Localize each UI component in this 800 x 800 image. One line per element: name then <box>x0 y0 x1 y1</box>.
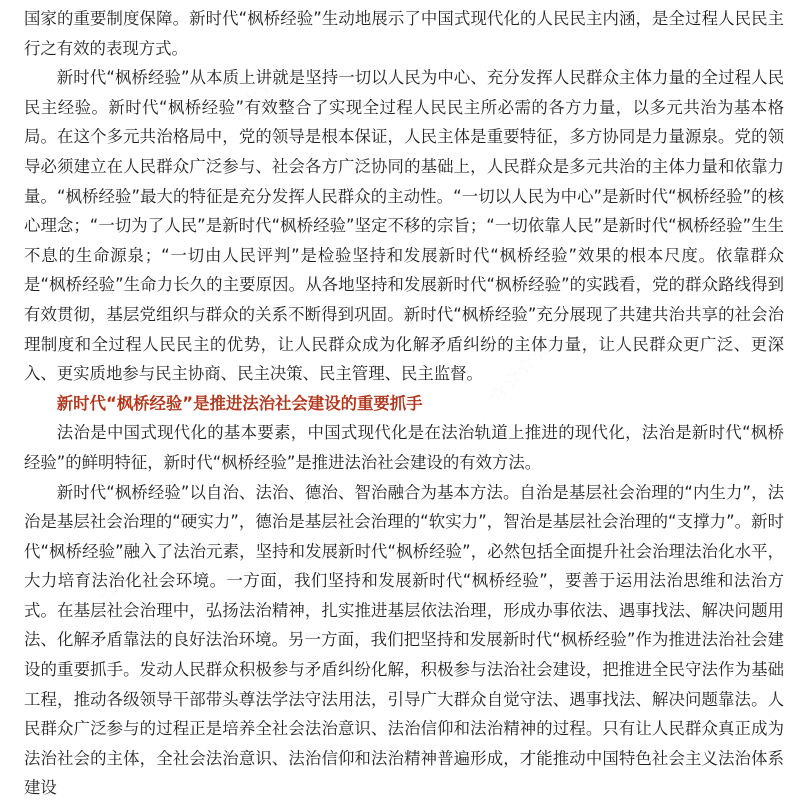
paragraph-four-governance: 新时代“枫桥经验”以自治、法治、德治、智治融合为基本方法。自治是基层社会治理的“内生力”，法治是基层社会治理的“硬实力”，德治是基层社会治理的“软实力”，智治是基层社会治理的“支撑力”。新时代“枫桥经验”融入了法治元素，坚持和发展新时代“枫桥经验”，必然包括全面提升社会治理法治化水平，大力培育法治化社会环境。一方面，我们坚持和发展新时代“枫桥经验”，要善于运用法治思维和法治方式。在基层社会治理中，弘扬法治精神，扎实推进基层依法治理，形成办事依法、遇事找法、解决问题用法、化解矛盾靠法的良好法治环境。另一方面，我们把坚持和发展新时代“枫桥经验”作为推进法治社会建设的重要抓手。发动人民群众积极参与矛盾纠纷化解，积极参与法治社会建设，把推进全民守法作为基础工程，推动各级领导干部带头尊法学法守法用法，引导广大群众自觉守法、遇事找法、解决问题靠法。人民群众广泛参与的过程正是培养全社会法治意识、法治信仰和法治精神的过程。只有让人民群众真正成为法治社会的主体，全社会法治意识、法治信仰和法治精神普遍形成，才能推动中国特色社会主义法治体系建设 <box>24 482 784 798</box>
background-watermark: ☆☆☆☆ <box>222 55 297 130</box>
paragraph-continuation: 国家的重要制度保障。新时代“枫桥经验”生动地展示了中国式现代化的人民民主内涵，是全过程人民民主行之有效的表现方式。 <box>24 9 784 58</box>
background-watermark: ☆☆☆☆ <box>92 535 167 610</box>
paragraph-rule-of-law-intro: 法治是中国式现代化的基本要素，中国式现代化是在法治轨道上推进的现代化，法治是新时代“枫桥经验”的鲜明特征，新时代“枫桥经验”是推进法治社会建设的有效方法。 <box>24 423 784 472</box>
section-heading: 新时代“枫桥经验”是推进法治社会建设的重要抓手 <box>56 393 423 413</box>
paragraph-people-centered: 新时代“枫桥经验”从本质上讲就是坚持一切以人民为中心、充分发挥人民群众主体力量的全过程人民民主经验。新时代“枫桥经验”有效整合了实现全过程人民民主所必需的各方力量，以多元共治为基本格局。在这个多元共治格局中，党的领导是根本保证，人民主体是重要特征，多方协同是力量源泉。党的领导必须建立在人民群众广泛参与、社会各方广泛协同的基础上，人民群众是多元共治的主体力量和依靠力量。“枫桥经验”最大的特征是充分发挥人民群众的主动性。“一切以人民为中心”是新时代“枫桥经验”的核心理念；“一切为了人民”是新时代“枫桥经验”坚定不移的宗旨；“一切依靠人民”是新时代“枫桥经验”生生不息的生命源泉；“一切由人民评判”是检验坚持和发展新时代“枫桥经验”效果的根本尺度。依靠群众是“枫桥经验”生命力长久的主要原因。从各地坚持和发展新时代“枫桥经验”的实践看，党的群众路线得到有效贯彻，基层党组织与群众的关系不断得到巩固。新时代“枫桥经验”充分展现了共建共治共享的社会治理制度和全过程人民民主的优势，让人民群众成为化解矛盾纠纷的主体力量，让人民群众更广泛、更深入、更实质地参与民主协商、民主决策、民主管理、民主监督。 <box>24 68 784 384</box>
background-watermark: ☆☆☆☆ <box>482 335 557 410</box>
article-body <box>24 4 784 800</box>
